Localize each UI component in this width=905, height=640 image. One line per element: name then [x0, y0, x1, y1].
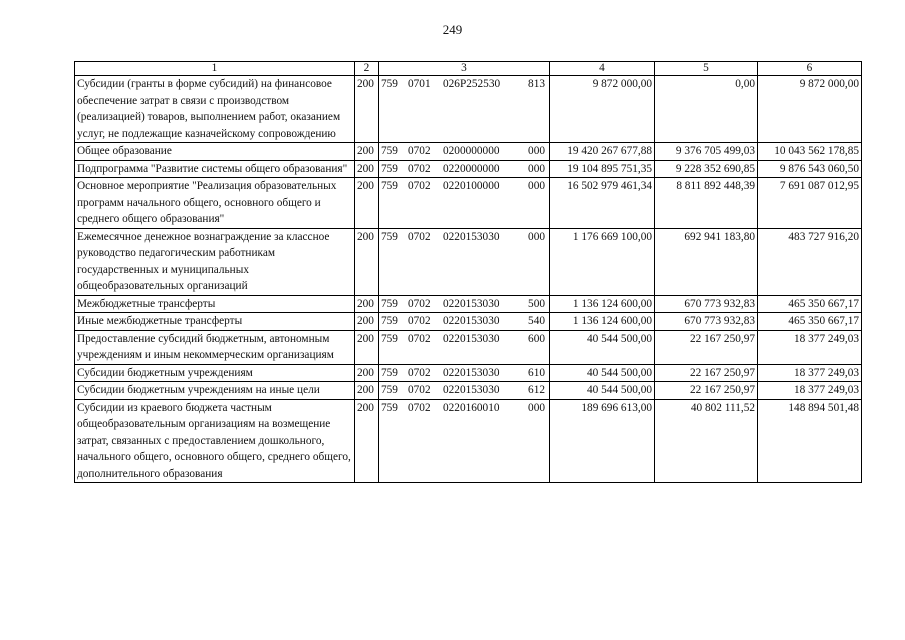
row-target: 0220153030 [443, 297, 500, 310]
row-value-col6: 18 377 249,03 [758, 330, 862, 364]
column-header-5: 5 [655, 62, 758, 76]
row-section: 0702 [408, 315, 431, 327]
row-expense-type: 540 [528, 315, 545, 327]
table-row [75, 399, 862, 483]
row-classification [379, 313, 550, 331]
row-value-col4: 19 104 895 751,35 [550, 160, 655, 178]
table-row [75, 313, 862, 331]
row-value-col6: 148 894 501,48 [758, 399, 862, 483]
row-section: 0702 [408, 180, 431, 192]
row-value-col4: 1 136 124 600,00 [550, 295, 655, 313]
row-grbs: 759 [381, 180, 398, 192]
column-header-1: 1 [75, 62, 355, 76]
row-classification [379, 364, 550, 382]
row-name: Подпрограмма "Развитие системы общего образования" [75, 160, 355, 178]
row-value-col6: 465 350 667,17 [758, 295, 862, 313]
row-grbs: 759 [381, 315, 398, 327]
row-value-col6: 9 872 000,00 [758, 76, 862, 143]
row-code: 200 [355, 330, 379, 364]
page-number: 249 [442, 22, 463, 37]
row-name: Субсидии из краевого бюджета частным общеобразовательным организациям на возмещение затрат, связанных с предоставлением дошкольного, начального общего, основного общего, среднего общего, дополнительного образования [75, 399, 355, 483]
row-value-col4: 1 176 669 100,00 [550, 228, 655, 295]
row-code: 200 [355, 143, 379, 161]
row-value-col6: 483 727 916,20 [758, 228, 862, 295]
row-expense-type: 000 [528, 145, 545, 157]
row-value-col6: 18 377 249,03 [758, 382, 862, 400]
row-classification [379, 399, 550, 483]
row-expense-type: 000 [528, 230, 545, 243]
row-value-col6: 7 691 087 012,95 [758, 178, 862, 229]
row-code: 200 [355, 178, 379, 229]
row-value-col5: 9 376 705 499,03 [655, 143, 758, 161]
row-classification [379, 178, 550, 229]
row-code: 200 [355, 228, 379, 295]
table-row [75, 364, 862, 382]
row-name: Субсидии бюджетным учреждениям [75, 364, 355, 382]
row-name: Общее образование [75, 143, 355, 161]
row-classification [379, 76, 550, 143]
row-grbs: 759 [381, 145, 398, 157]
row-value-col4: 16 502 979 461,34 [550, 178, 655, 229]
row-section: 0702 [408, 332, 431, 345]
row-value-col6: 9 876 543 060,50 [758, 160, 862, 178]
row-grbs: 759 [381, 366, 398, 379]
row-code: 200 [355, 295, 379, 313]
row-value-col4: 19 420 267 677,88 [550, 143, 655, 161]
row-value-col5: 8 811 892 448,39 [655, 178, 758, 229]
row-name: Иные межбюджетные трансферты [75, 313, 355, 331]
table-row [75, 178, 862, 229]
row-code: 200 [355, 160, 379, 178]
row-value-col5: 0,00 [655, 76, 758, 143]
row-value-col5: 670 773 932,83 [655, 313, 758, 331]
row-name: Межбюджетные трансферты [75, 295, 355, 313]
column-header-2: 2 [355, 62, 379, 76]
row-name: Ежемесячное денежное вознаграждение за классное руководство педагогическим работникам государственных и муниципальных общеобразовательных организаций [75, 228, 355, 295]
row-name: Основное мероприятие "Реализация образовательных программ начального общего, основного общего и среднего общего образования" [75, 178, 355, 229]
row-grbs: 759 [381, 230, 398, 243]
row-value-col4: 1 136 124 600,00 [550, 313, 655, 331]
row-target: 0200000000 [443, 145, 500, 157]
row-target: 0220153030 [443, 230, 500, 243]
row-value-col5: 692 941 183,80 [655, 228, 758, 295]
row-expense-type: 000 [528, 401, 545, 414]
row-classification [379, 143, 550, 161]
row-grbs: 759 [381, 401, 398, 414]
row-target: 0220153030 [443, 384, 500, 396]
column-header-4: 4 [550, 62, 655, 76]
row-section: 0702 [408, 145, 431, 157]
table-row [75, 295, 862, 313]
row-classification [379, 228, 550, 295]
table-row [75, 76, 862, 143]
row-value-col5: 9 228 352 690,85 [655, 160, 758, 178]
row-value-col6: 18 377 249,03 [758, 364, 862, 382]
row-code: 200 [355, 364, 379, 382]
row-value-col5: 22 167 250,97 [655, 382, 758, 400]
row-grbs: 759 [381, 332, 398, 345]
row-grbs: 759 [381, 384, 398, 396]
row-classification [379, 295, 550, 313]
table-row [75, 143, 862, 161]
row-grbs: 759 [381, 297, 398, 310]
table-row [75, 330, 862, 364]
row-value-col4: 40 544 500,00 [550, 382, 655, 400]
row-expense-type: 000 [528, 180, 545, 192]
row-value-col4: 9 872 000,00 [550, 76, 655, 143]
budget-table [74, 61, 862, 483]
row-target: 0220153030 [443, 315, 500, 327]
row-value-col6: 10 043 562 178,85 [758, 143, 862, 161]
row-section: 0702 [408, 384, 431, 396]
row-value-col6: 465 350 667,17 [758, 313, 862, 331]
row-classification [379, 382, 550, 400]
row-grbs: 759 [381, 78, 398, 90]
row-expense-type: 000 [528, 162, 545, 175]
row-target: 0220160010 [443, 401, 500, 414]
row-name: Предоставление субсидий бюджетным, автономным учреждениям и иным некоммерческим организациям [75, 330, 355, 364]
row-name: Субсидии бюджетным учреждениям на иные цели [75, 382, 355, 400]
header-row [75, 62, 862, 76]
column-header-6: 6 [758, 62, 862, 76]
row-value-col5: 670 773 932,83 [655, 295, 758, 313]
row-code: 200 [355, 313, 379, 331]
row-value-col5: 40 802 111,52 [655, 399, 758, 483]
column-header-3: 3 [379, 62, 550, 76]
row-value-col4: 40 544 500,00 [550, 364, 655, 382]
row-target: 0220153030 [443, 332, 500, 345]
table-row [75, 228, 862, 295]
row-target: 026Р252530 [443, 78, 501, 90]
row-expense-type: 600 [528, 332, 545, 345]
table-row [75, 160, 862, 178]
row-section: 0702 [408, 230, 431, 243]
row-code: 200 [355, 76, 379, 143]
row-expense-type: 612 [528, 384, 545, 396]
row-target: 0220100000 [443, 180, 500, 192]
row-expense-type: 610 [528, 366, 545, 379]
row-classification [379, 330, 550, 364]
row-code: 200 [355, 382, 379, 400]
row-expense-type: 813 [528, 78, 545, 90]
row-classification [379, 160, 550, 178]
row-name: Субсидии (гранты в форме субсидий) на финансовое обеспечение затрат в связи с производством (реализацией) товаров, выполнением работ, оказанием услуг, не подлежащие казначейскому сопровождению [75, 76, 355, 143]
row-grbs: 759 [381, 162, 398, 175]
row-target: 0220153030 [443, 366, 500, 379]
row-section: 0701 [408, 78, 431, 90]
table-row [75, 382, 862, 400]
row-value-col4: 189 696 613,00 [550, 399, 655, 483]
row-section: 0702 [408, 401, 431, 414]
row-value-col5: 22 167 250,97 [655, 330, 758, 364]
row-value-col4: 40 544 500,00 [550, 330, 655, 364]
row-section: 0702 [408, 297, 431, 310]
table-body [75, 76, 862, 483]
row-code: 200 [355, 399, 379, 483]
row-expense-type: 500 [528, 297, 545, 310]
row-value-col5: 22 167 250,97 [655, 364, 758, 382]
row-section: 0702 [408, 366, 431, 379]
row-target: 0220000000 [443, 162, 500, 175]
row-section: 0702 [408, 162, 431, 175]
